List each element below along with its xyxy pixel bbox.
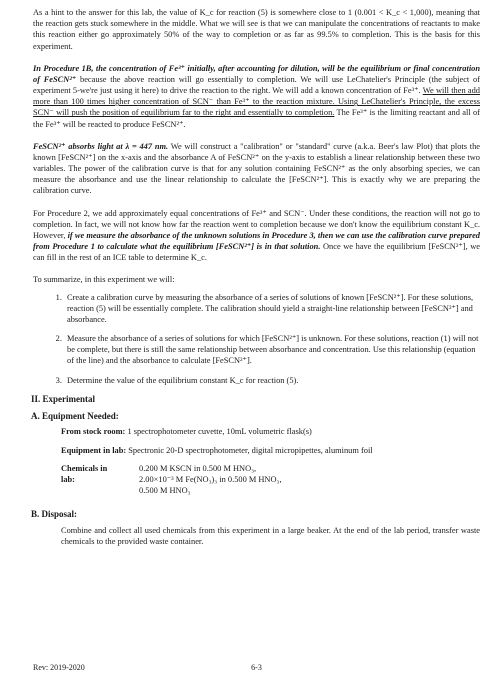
disposal-paragraph: Combine and collect all used chemicals from this experiment in a large beaker. At the end of the lab period, transfer waste chemicals to the provided waste container. xyxy=(61,525,480,546)
summary-steps-list xyxy=(33,292,480,386)
stockroom-value: 1 spectrophotometer cuvette, 10mL volumetric flask(s) xyxy=(125,426,312,436)
chemicals-list xyxy=(119,463,282,497)
section-experimental-heading: II. Experimental xyxy=(31,393,95,404)
chemicals-block xyxy=(61,463,480,497)
stockroom-line xyxy=(61,426,480,437)
chemical-item: 0.500 M HNO₃ xyxy=(139,486,191,496)
procedure-1b-text-2: The Fe³⁺ is the limiting reactant and all of the Fe³⁺ will be reacted to produce FeSCN²⁺. xyxy=(33,108,480,129)
intro-paragraph: As a hint to the answer for this lab, the value of K_c for reaction (5) is somewhere close to 1 (0.001 < K_c < 1,000), meaning that the reaction gets stuck somewhere in the middle. What we will see is that we can manipulate the concentrations of reactants to make this reaction either go approximately 50% of the way to completion or as far as 99.5% to completion. This is the basis for this experiment. xyxy=(33,8,480,51)
procedure-2-paragraph xyxy=(33,208,480,264)
summary-step: 1. Create a calibration curve by measuring the absorbance of a series of solutions of known [FeSCN²⁺]. For these solutions, reaction (5) will be essentially complete. The calibration should yield a straight-line relationship between [FeSCN²⁺] and absorbance. xyxy=(64,292,480,326)
procedure-1b-underlined: We will then add more than 100 times higher concentration of SCN⁻ than Fe³⁺ to the reaction mixture. Using LeChatelier's Principle, the excess SCN⁻ will push the position of equilibrium far to the right and essentially to completion. xyxy=(33,86,480,118)
inlab-label: Equipment in lab: xyxy=(61,446,127,456)
section-equipment-heading: A. Equipment Needed: xyxy=(31,410,119,421)
procedure-2-text-1: For Procedure 2, we add approximately equal concentrations of Fe³⁺ and SCN⁻. Under these conditions, the reaction will not go to completion. In fact, we will not know how far the reaction went to completion because we don't know the equilibrium constant K_c. However, xyxy=(33,208,480,240)
procedure-1b-lead: In Procedure 1B, the concentration of Fe³⁺ initially, after accounting for dilution, will be the equilibrium or final concentration of FeSCN²⁺ xyxy=(33,63,480,84)
summary-intro: To summarize, in this experiment we will: xyxy=(33,275,175,285)
revision-label: Rev: 2019-2020 xyxy=(33,663,85,672)
procedure-2-emphasis: if we measure the absorbance of the unknown solutions in Procedure 3, then we can use the calibration curve prepared from Procedure 1 to calculate what the equilibrium [FeSCN²⁺] is in that solution. xyxy=(33,230,480,252)
chemicals-label: Chemicals in lab: xyxy=(61,463,108,484)
summary-step: 2. Measure the absorbance of a series of solutions for which [FeSCN²⁺] is unknown. For these solutions, reaction (1) will not be complete, but there is still the same relationship between absorbance and concentration. Use this relationship (equation of the line) and the absorbance to calculate [FeSCN²⁺]. xyxy=(64,333,480,367)
procedure-2-text-2: Once we have the equilibrium [FeSCN²⁺], we can fill in the rest of an ICE table to determine K_c. xyxy=(33,242,480,263)
procedure-1b-text-1: because the above reaction will go essentially to completion. We will use LeChatelier's Principle (the subject of experiment 5-we're just using it here) to drive the reaction to the right. We will add a known concentration of Fe³⁺. xyxy=(33,74,480,96)
absorbance-paragraph xyxy=(33,141,480,197)
chemical-item: 2.00×10⁻³ M Fe(NO₃)₃ in 0.500 M HNO₃, xyxy=(139,474,282,484)
stockroom-label: From stock room: xyxy=(61,426,126,436)
procedure-1b-paragraph xyxy=(33,63,480,130)
absorbance-text: We will construct a "calibration" or "standard" curve (a.k.a. Beer's law Plot) that plots the known [FeSCN²⁺] on the x-axis and the absorbance A of FeSCN²⁺ on the y-axis to establish a linear relationship between these two variables. The power of the calibration curve is that for any solution containing FeSCN²⁺ as the only absorbing species, we can measure the absorbance and use the linear relationship to calculate the [FeSCN²⁺]. This is exactly why we are preparing the calibration curve. xyxy=(33,141,481,196)
chemical-item: 0.200 M KSCN in 0.500 M HNO₃, xyxy=(139,463,257,473)
section-disposal-heading: B. Disposal: xyxy=(31,508,78,519)
inlab-value: Spectronic 20-D spectrophotometer, digital micropipettes, aluminum foil xyxy=(126,446,373,456)
absorbance-lead: FeSCN²⁺ absorbs light at λ = 447 nm. xyxy=(33,141,169,151)
page-number: 6-3 xyxy=(251,663,262,672)
summary-step: 3. Determine the value of the equilibrium constant K_c for reaction (5). xyxy=(64,375,480,386)
inlab-line xyxy=(61,445,480,456)
